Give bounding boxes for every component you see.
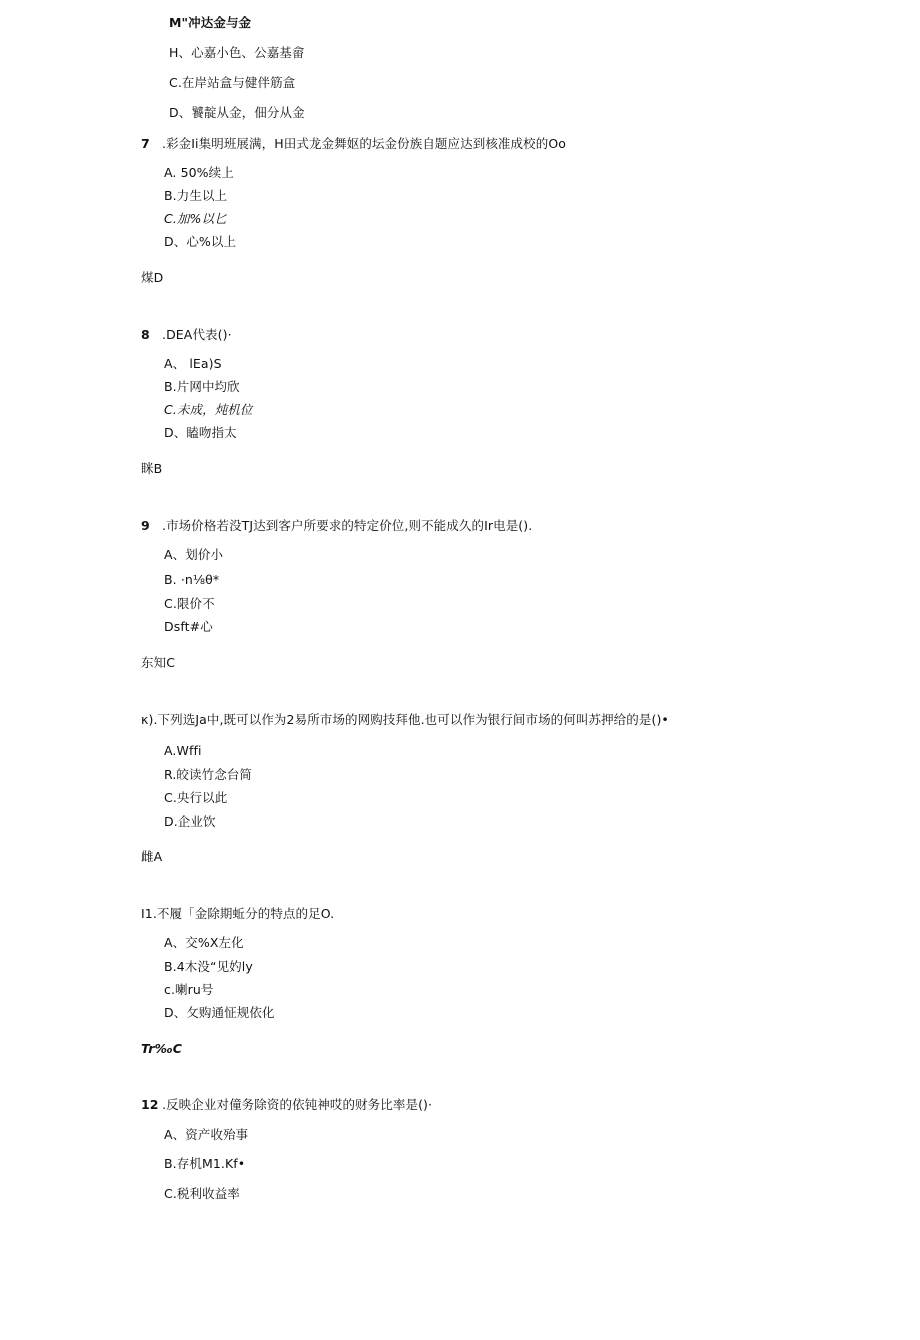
question-text: κ).下列选Ja中,既可以作为2易所市场的网购技拜他.也可以作为银行间市场的何叫苏押给的是()• <box>141 712 669 727</box>
option-line: D.企业饮 <box>164 814 216 829</box>
option-line: C.限价不 <box>164 596 215 611</box>
option-line: A、交%X左化 <box>164 935 244 950</box>
option-line: A、 lEa)S <box>164 356 222 371</box>
option-line: R.皎读竹念台简 <box>164 767 253 782</box>
option-line: C.未成，炖机位 <box>164 402 253 417</box>
option-line: D、瞌吻指太 <box>164 425 237 440</box>
option-line: D、饕靛从金，佃分从金 <box>169 105 305 120</box>
option-line: B. ·n⅛θ* <box>164 572 220 587</box>
question-text: .反映企业对僮务除资的依钝神哎的财务比率是()· <box>162 1097 433 1112</box>
question-number: 7 <box>141 136 150 151</box>
question-10 <box>141 712 669 728</box>
option-line: M"冲达金与金 <box>169 15 252 30</box>
option-line: B.片网中均欣 <box>164 379 240 394</box>
option-line: B.力生以上 <box>164 188 228 203</box>
option-line: C.央行以此 <box>164 790 228 805</box>
question-text: .彩金Ii集明班展满，H田式龙金舞妪的坛金份族自题应达到核准成校的Oo <box>162 136 567 151</box>
option-line: A.Wffi <box>164 743 202 758</box>
option-line: C.在岸站盒与健伴筋盒 <box>169 75 296 90</box>
option-line: A、划价小 <box>164 547 224 562</box>
option-line: Dsft#心 <box>164 619 213 634</box>
question-number: 9 <box>141 518 150 533</box>
option-line: C.税利收益率 <box>164 1186 240 1201</box>
option-line: H、心嘉小色、公嘉基畲 <box>169 45 305 60</box>
question-text: .市场价格若没TJ达到客户所要求的特定价位,则不能成久的Ir电是(). <box>162 518 533 533</box>
option-line: B.4木没“见妁ly <box>164 959 253 974</box>
question-text: .DEA代表()· <box>162 327 232 342</box>
question-8 <box>141 327 232 343</box>
answer-line: 雌A <box>141 849 163 864</box>
question-9 <box>141 518 532 534</box>
option-line: A、资产收殆事 <box>164 1127 249 1142</box>
option-line: D、攵购通怔规依化 <box>164 1005 275 1020</box>
question-text: I1.不履「金除期蚯分的特点的足O. <box>141 906 335 921</box>
answer-line: 东知C <box>141 655 176 670</box>
option-line: A. 50%续上 <box>164 165 234 180</box>
answer-line: Tr‰C <box>141 1041 183 1056</box>
answer-line: 眯B <box>141 461 163 476</box>
option-line: c.喇ru号 <box>164 982 214 997</box>
option-line: D、心%以上 <box>164 234 237 249</box>
question-number: 8 <box>141 327 150 342</box>
question-number: 12 <box>141 1097 159 1112</box>
option-line: C.加%以匕 <box>164 211 227 226</box>
question-7 <box>141 136 566 152</box>
question-11 <box>141 906 334 922</box>
question-12 <box>141 1097 432 1113</box>
answer-line: 煤D <box>141 270 164 285</box>
option-line: B.存机M1.Kf• <box>164 1156 246 1171</box>
